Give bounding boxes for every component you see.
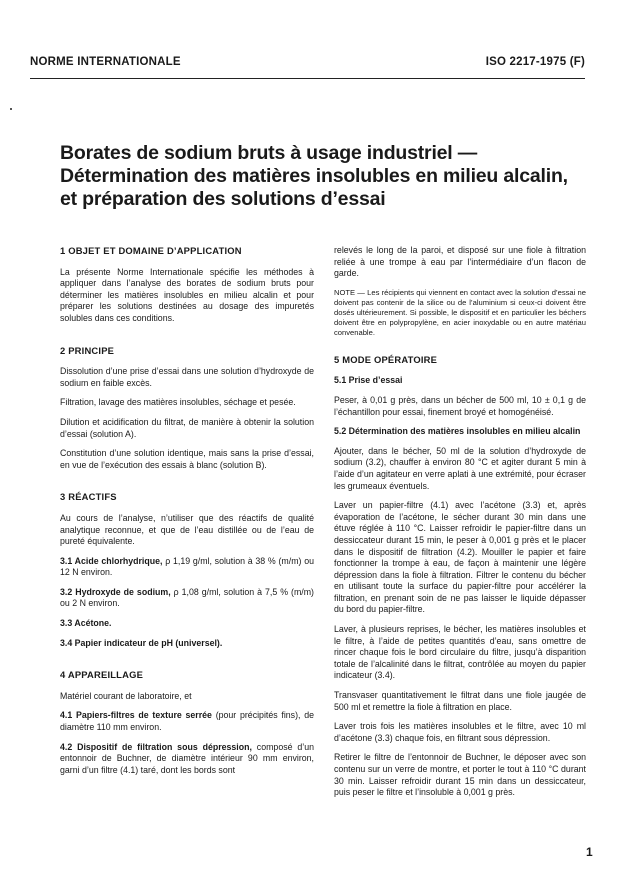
- paragraph: Retirer le filtre de l’entonnoir de Buchner, le déposer avec son contenu sur un verre de montre, et porter le tout à 110 °C durant 30 min. Laisser refroidir durant 15 min dans un dessiccateur, puis peser le filtre et l’insoluble à 0,001 g près.: [334, 752, 586, 798]
- apparatus-item: [60, 742, 314, 777]
- page-number: 1: [586, 845, 593, 859]
- item-title: 3.2 Hydroxyde de sodium,: [60, 586, 171, 597]
- header-rule: [30, 78, 585, 79]
- item-title: 4.2 Dispositif de filtration sous dépression,: [60, 741, 252, 752]
- paragraph: Laver trois fois les matières insolubles et le filtre, avec 10 ml d’acétone (3.3) chaque fois, en filtrant sous dépression.: [334, 721, 586, 743]
- paragraph: Dilution et acidification du filtrat, de manière à obtenir la solution d’essai (solution A).: [60, 416, 314, 439]
- paragraph: Constitution d’une solution identique, mais sans la prise d’essai, en vue de l’exécution des essais à blanc (solution B).: [60, 448, 314, 470]
- section-heading: 2 PRINCIPE: [60, 344, 115, 356]
- scan-mark: [10, 108, 12, 110]
- section-2: [60, 345, 314, 472]
- paragraph: Laver, à plusieurs reprises, le bécher, les matières insolubles et le filtre, à l’aide de petites quantités d’eau, sans omettre de rincer chaque fois le bord circulaire du filtre, jusqu’à disparition totale de l’alcalinité dans le filtrat, contrôlée au moyen du papier indicateur (3.4).: [334, 624, 586, 681]
- section-heading: 3 RÉACTIFS: [60, 491, 117, 503]
- paragraph: La présente Norme Internationale spécifie les méthodes à appliquer dans l’analyse des borates de sodium bruts pour déterminer les matières insolubles en milieu alcalin et pour préparer les solutions destinées au dosage des impuretés solubles dans ces conditions.: [60, 266, 314, 323]
- note: NOTE — Les récipients qui viennent en contact avec la solution d’essai ne doivent pas contenir de la silice ou de l’aluminium si ceux-ci doivent être dosés ultérieurement. Si possible, le dispositif et en particulier les béchers doivent être en polypropylène, en acier inoxydable ou en autre matériau convenable.: [334, 287, 586, 337]
- left-column: [60, 245, 314, 796]
- section-heading: 5 MODE OPÉRATOIRE: [334, 353, 438, 365]
- reagent-item: [60, 587, 314, 610]
- section-heading: 4 APPAREILLAGE: [60, 669, 144, 681]
- paragraph: Transvaser quantitativement le filtrat dans une fiole jaugée de 500 ml et remettre la fiole à filtration en place.: [334, 690, 586, 712]
- reagent-item: 3.4 Papier indicateur de pH (universel).: [60, 637, 223, 648]
- paragraph: Dissolution d’une prise d’essai dans une solution d’hydroxyde de sodium en faible excès.: [60, 366, 314, 388]
- paragraph: Filtration, lavage des matières insolubles, séchage et pesée.: [60, 397, 296, 408]
- paragraph: Laver un papier-filtre (4.1) avec l’acétone (3.3) et, après évaporation de l’acétone, le sécher durant 30 min dans une étuve réglée à 110 °C. Laisser refroidir le papier-filtre dans un dessiccateur durant 15 min, le peser à 0,001 g près et le placer dans le dispositif de filtration (4.2). Mouiller le papier et faire fonctionner la trompe à eau, de façon à maintenir une légère dépression dans la fiole à filtration. Filtrer le contenu du bécher en utilisant toute la surface du papier-filtre pour accélérer la filtration, en prenant soin de ne pas laisser le liquide dépasser du bord du papier-filtre.: [334, 500, 586, 615]
- item-title: 3.1 Acide chlorhydrique,: [60, 555, 163, 566]
- section-1: [60, 245, 314, 325]
- standard-type: NORME INTERNATIONALE: [30, 56, 181, 68]
- item-title: 4.1 Papiers-filtres de texture serrée: [60, 710, 212, 721]
- paragraph: Au cours de l’analyse, n’utiliser que des réactifs de qualité analytique reconnue, et que de l’eau distillée ou de l’eau de pureté équivalente.: [60, 512, 314, 547]
- paragraph: Matériel courant de laboratoire, et: [60, 690, 192, 701]
- paragraph: Peser, à 0,01 g près, dans un bécher de 500 ml, 10 ± 0,1 g de l’échantillon pour essai, finement broyé et homogénéisé.: [334, 394, 586, 417]
- apparatus-item: [60, 710, 314, 733]
- subsection-title: 5.2 Détermination des matières insolubles en milieu alcalin: [334, 426, 581, 437]
- reagent-item: [60, 556, 314, 579]
- item-text: ρ 1,08 g/ml, solution à 7,5 % (m/m) ou 2 N environ.: [60, 586, 314, 609]
- reagent-item: 3.3 Acétone.: [60, 618, 112, 629]
- right-column: [334, 245, 586, 807]
- subsection-title: 5.1 Prise d’essai: [334, 375, 403, 386]
- item-text: (pour précipités fins), de diamètre 110 mm environ.: [60, 710, 314, 733]
- paragraph: Ajouter, dans le bécher, 50 ml de la solution d’hydroxyde de sodium (3.2), chauffer à environ 80 °C et agiter durant 5 min à l’aide d’un agitateur en verre aplati à une extrémité, pour écraser les grumeaux éventuels.: [334, 445, 586, 491]
- item-text: composé d’un entonnoir de Buchner, de diamètre intérieur 90 mm environ, garni d’un filtre (4.1) taré, dont les bords sont: [60, 741, 314, 775]
- standard-reference: ISO 2217-1975 (F): [485, 56, 585, 68]
- paragraph: relevés le long de la paroi, et disposé sur une fiole à filtration reliée à une trompe à eau par l’intermédiaire d’un flacon de garde.: [334, 245, 586, 279]
- item-text: ρ 1,19 g/ml, solution à 38 % (m/m) ou 12 N environ.: [60, 555, 315, 578]
- section-3: [60, 491, 314, 649]
- page-header: [30, 56, 585, 74]
- section-4: [60, 669, 314, 776]
- section-heading: 1 OBJET ET DOMAINE D’APPLICATION: [60, 245, 242, 256]
- document-title: Borates de sodium bruts à usage industriel — Détermination des matières insolubles en milieu alcalin, et préparation des solutions d’essai: [60, 142, 568, 210]
